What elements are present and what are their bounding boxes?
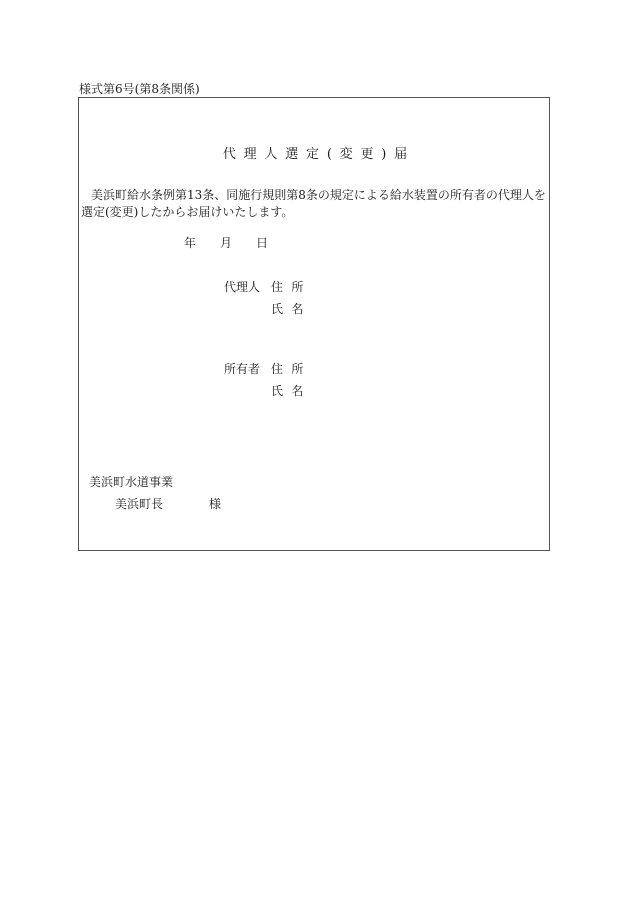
agent-address-label: 住所 [271,280,312,294]
addressee-honorific: 様 [209,497,222,511]
declaration-text: 美浜町給水条例第13条、同施行規則第8条の規定による給水装置の所有者の代理人を選定(変更)したからお届けいたします。 [81,188,546,219]
owner-name-label: 氏名 [271,384,312,398]
form-title: 代理人選定(変更)届 [222,147,415,162]
agent-name-label: 氏名 [271,302,312,316]
date-line [184,234,268,251]
owner-address-label: 住所 [271,362,312,376]
owner-role-label: 所有者 [224,362,261,376]
date-month-label: 月 [220,236,233,250]
form-number: 様式第6号(第8条関係) [79,82,200,96]
addressee-organization: 美浜町水道事業 [89,475,174,489]
addressee-mayor: 美浜町長 [115,497,164,511]
agent-role-label: 代理人 [224,280,261,294]
date-year-label: 年 [184,236,197,250]
date-day-label: 日 [256,236,269,250]
form-frame [78,97,550,551]
